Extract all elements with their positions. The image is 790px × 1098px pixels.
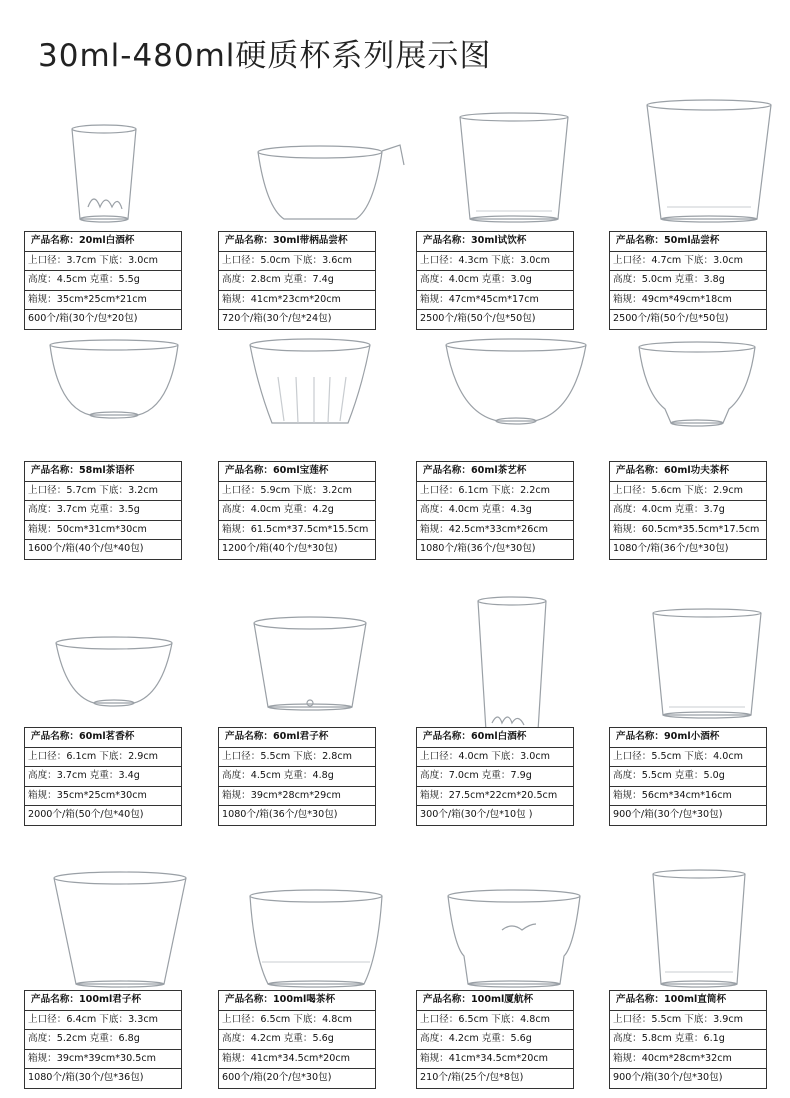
cup-image bbox=[238, 331, 398, 451]
spec-table bbox=[416, 990, 574, 1089]
product-name: 产品名称：20ml白酒杯 bbox=[25, 232, 181, 252]
cup-image bbox=[436, 101, 596, 221]
size-row: 上口径：5.7cm 下底：3.2cm bbox=[25, 482, 181, 502]
spec-table bbox=[416, 461, 574, 560]
box-size-row: 箱规：40cm*28cm*32cm bbox=[610, 1050, 766, 1070]
cup-image bbox=[436, 331, 596, 451]
product-name: 产品名称：60ml茶艺杯 bbox=[417, 462, 573, 482]
page-title: 30ml-480ml硬质杯系列展示图 bbox=[38, 38, 492, 74]
product-name: 产品名称：30ml带柄品尝杯 bbox=[219, 232, 375, 252]
cup-image bbox=[436, 860, 596, 980]
size-row: 上口径：4.0cm 下底：3.0cm bbox=[417, 748, 573, 768]
height-weight-row: 高度：4.0cm 克重：3.0g bbox=[417, 271, 573, 291]
box-size-row: 箱规：56cm*34cm*16cm bbox=[610, 787, 766, 807]
cup-image bbox=[238, 597, 398, 717]
size-row: 上口径：4.3cm 下底：3.0cm bbox=[417, 252, 573, 272]
spec-table bbox=[24, 727, 182, 826]
spec-table bbox=[416, 727, 574, 826]
packing-row: 1600个/箱(40个/包*40包) bbox=[28, 543, 144, 554]
height-weight-row: 高度：5.0cm 克重：3.8g bbox=[610, 271, 766, 291]
box-size-row: 箱规：41cm*23cm*20cm bbox=[219, 291, 375, 311]
product-name: 产品名称：60ml茗香杯 bbox=[25, 728, 181, 748]
box-size-row: 箱规：61.5cm*37.5cm*15.5cm bbox=[219, 521, 375, 541]
height-weight-row: 高度：5.2cm 克重：6.8g bbox=[25, 1030, 181, 1050]
spec-table bbox=[609, 231, 767, 330]
height-weight-row: 高度：4.2cm 克重：5.6g bbox=[417, 1030, 573, 1050]
height-weight-row: 高度：4.5cm 克重：5.5g bbox=[25, 271, 181, 291]
cup-image bbox=[44, 101, 204, 221]
size-row: 上口径：3.7cm 下底：3.0cm bbox=[25, 252, 181, 272]
product-name: 产品名称：100ml厦航杯 bbox=[417, 991, 573, 1011]
box-size-row: 箱规：39cm*39cm*30.5cm bbox=[25, 1050, 181, 1070]
product-name: 产品名称：60ml功夫茶杯 bbox=[610, 462, 766, 482]
box-size-row: 箱规：35cm*25cm*21cm bbox=[25, 291, 181, 311]
size-row: 上口径：5.5cm 下底：3.9cm bbox=[610, 1011, 766, 1031]
product-name: 产品名称：50ml品尝杯 bbox=[610, 232, 766, 252]
packing-row: 900个/箱(30个/包*30包) bbox=[613, 809, 723, 820]
height-weight-row: 高度：4.2cm 克重：5.6g bbox=[219, 1030, 375, 1050]
cup-image bbox=[436, 597, 596, 717]
packing-row: 210个/箱(25个/包*8包) bbox=[420, 1072, 524, 1083]
packing-row: 1080个/箱(36个/包*30包) bbox=[420, 543, 536, 554]
spec-table bbox=[609, 727, 767, 826]
product-name: 产品名称：90ml小酒杯 bbox=[610, 728, 766, 748]
spec-table bbox=[218, 727, 376, 826]
box-size-row: 箱规：27.5cm*22cm*20.5cm bbox=[417, 787, 573, 807]
product-name: 产品名称：60ml白酒杯 bbox=[417, 728, 573, 748]
spec-table bbox=[609, 990, 767, 1089]
height-weight-row: 高度：3.7cm 克重：3.4g bbox=[25, 767, 181, 787]
box-size-row: 箱规：47cm*45cm*17cm bbox=[417, 291, 573, 311]
product-name: 产品名称：60ml宝莲杯 bbox=[219, 462, 375, 482]
cup-image bbox=[629, 597, 789, 717]
cup-image bbox=[44, 860, 204, 980]
spec-table bbox=[24, 461, 182, 560]
product-name: 产品名称：30ml试饮杯 bbox=[417, 232, 573, 252]
height-weight-row: 高度：3.7cm 克重：3.5g bbox=[25, 501, 181, 521]
size-row: 上口径：6.1cm 下底：2.9cm bbox=[25, 748, 181, 768]
spec-table bbox=[218, 990, 376, 1089]
packing-row: 2500个/箱(50个/包*50包) bbox=[420, 313, 536, 324]
spec-table bbox=[416, 231, 574, 330]
box-size-row: 箱规：39cm*28cm*29cm bbox=[219, 787, 375, 807]
spec-table bbox=[24, 990, 182, 1089]
product-name: 产品名称：60ml君子杯 bbox=[219, 728, 375, 748]
packing-row: 720个/箱(30个/包*24包) bbox=[222, 313, 332, 324]
box-size-row: 箱规：60.5cm*35.5cm*17.5cm bbox=[610, 521, 766, 541]
cup-image bbox=[238, 101, 398, 221]
height-weight-row: 高度：4.0cm 克重：4.3g bbox=[417, 501, 573, 521]
box-size-row: 箱规：41cm*34.5cm*20cm bbox=[417, 1050, 573, 1070]
box-size-row: 箱规：50cm*31cm*30cm bbox=[25, 521, 181, 541]
size-row: 上口径：4.7cm 下底：3.0cm bbox=[610, 252, 766, 272]
cup-image bbox=[238, 860, 398, 980]
packing-row: 2500个/箱(50个/包*50包) bbox=[613, 313, 729, 324]
box-size-row: 箱规：35cm*25cm*30cm bbox=[25, 787, 181, 807]
size-row: 上口径：6.4cm 下底：3.3cm bbox=[25, 1011, 181, 1031]
height-weight-row: 高度：4.5cm 克重：4.8g bbox=[219, 767, 375, 787]
packing-row: 300个/箱(30个/包*10包 ) bbox=[420, 809, 533, 820]
spec-table bbox=[609, 461, 767, 560]
height-weight-row: 高度：4.0cm 克重：3.7g bbox=[610, 501, 766, 521]
product-name: 产品名称：100ml直筒杯 bbox=[610, 991, 766, 1011]
packing-row: 1080个/箱(36个/包*30包) bbox=[222, 809, 338, 820]
size-row: 上口径：5.9cm 下底：3.2cm bbox=[219, 482, 375, 502]
height-weight-row: 高度：5.8cm 克重：6.1g bbox=[610, 1030, 766, 1050]
packing-row: 2000个/箱(50个/包*40包) bbox=[28, 809, 144, 820]
cup-image bbox=[629, 331, 789, 451]
size-row: 上口径：6.5cm 下底：4.8cm bbox=[417, 1011, 573, 1031]
packing-row: 1080个/箱(36个/包*30包) bbox=[613, 543, 729, 554]
size-row: 上口径：5.5cm 下底：4.0cm bbox=[610, 748, 766, 768]
cup-image bbox=[629, 101, 789, 221]
packing-row: 600个/箱(20个/包*30包) bbox=[222, 1072, 332, 1083]
packing-row: 1080个/箱(30个/包*36包) bbox=[28, 1072, 144, 1083]
spec-table bbox=[218, 461, 376, 560]
cup-image bbox=[44, 331, 204, 451]
height-weight-row: 高度：4.0cm 克重：4.2g bbox=[219, 501, 375, 521]
box-size-row: 箱规：49cm*49cm*18cm bbox=[610, 291, 766, 311]
box-size-row: 箱规：41cm*34.5cm*20cm bbox=[219, 1050, 375, 1070]
size-row: 上口径：5.5cm 下底：2.8cm bbox=[219, 748, 375, 768]
size-row: 上口径：6.1cm 下底：2.2cm bbox=[417, 482, 573, 502]
spec-table bbox=[218, 231, 376, 330]
size-row: 上口径：6.5cm 下底：4.8cm bbox=[219, 1011, 375, 1031]
height-weight-row: 高度：2.8cm 克重：7.4g bbox=[219, 271, 375, 291]
packing-row: 1200个/箱(40个/包*30包) bbox=[222, 543, 338, 554]
packing-row: 600个/箱(30个/包*20包) bbox=[28, 313, 138, 324]
packing-row: 900个/箱(30个/包*30包) bbox=[613, 1072, 723, 1083]
height-weight-row: 高度：7.0cm 克重：7.9g bbox=[417, 767, 573, 787]
height-weight-row: 高度：5.5cm 克重：5.0g bbox=[610, 767, 766, 787]
size-row: 上口径：5.0cm 下底：3.6cm bbox=[219, 252, 375, 272]
cup-image bbox=[44, 597, 204, 717]
product-name: 产品名称：100ml君子杯 bbox=[25, 991, 181, 1011]
cup-image bbox=[629, 860, 789, 980]
product-name: 产品名称：100ml喝茶杯 bbox=[219, 991, 375, 1011]
box-size-row: 箱规：42.5cm*33cm*26cm bbox=[417, 521, 573, 541]
product-name: 产品名称：58ml茶语杯 bbox=[25, 462, 181, 482]
size-row: 上口径：5.6cm 下底：2.9cm bbox=[610, 482, 766, 502]
spec-table bbox=[24, 231, 182, 330]
